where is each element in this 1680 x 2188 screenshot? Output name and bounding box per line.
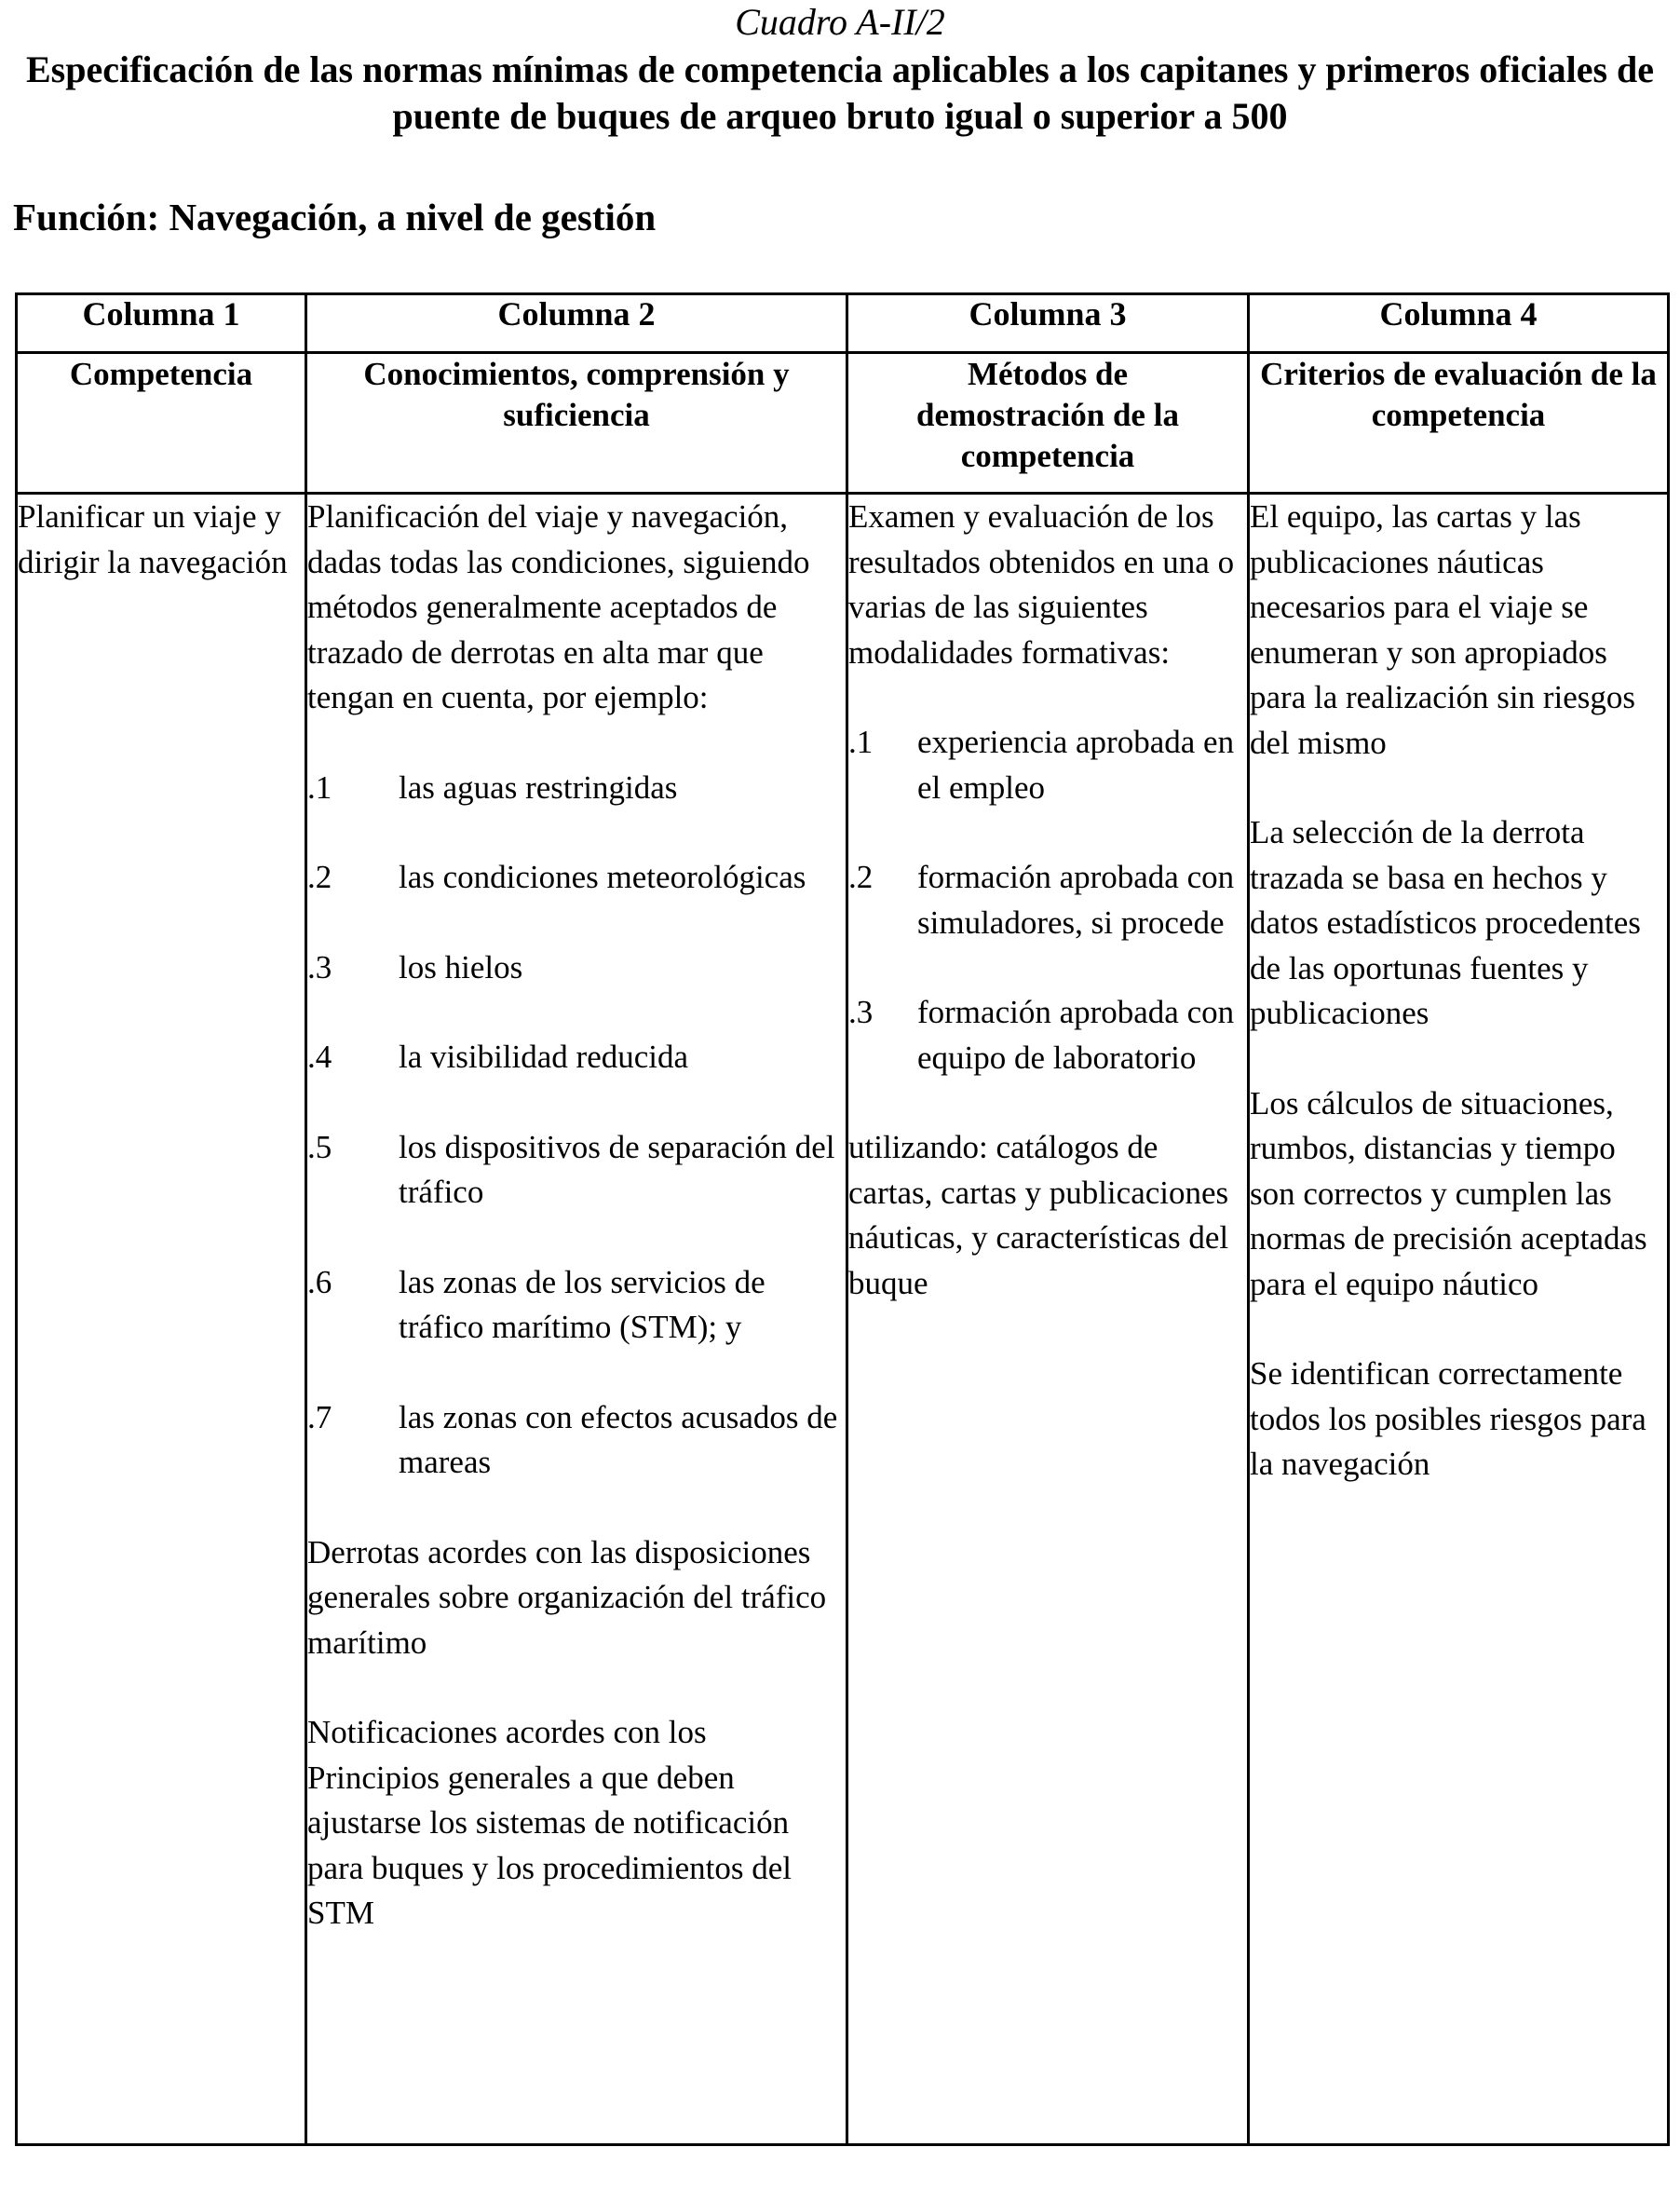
column-title-row	[17, 353, 1669, 494]
list-item	[848, 720, 1247, 810]
item-text: formación aprobada con equipo de laboratorio	[917, 994, 1235, 1076]
list-item	[307, 1035, 846, 1080]
methods-intro: Examen y evaluación de los resultados obtenidos en una o varias de las siguientes modalidades formativas:	[848, 498, 1235, 671]
column-number-1: Columna 1	[17, 294, 306, 353]
knowledge-intro: Planificación del viaje y navegación, dadas todas las condiciones, siguiendo métodos generalmente aceptados de trazado de derrotas en alta mar que tengan en cuenta, por ejemplo:	[307, 498, 810, 715]
item-number: .3	[307, 948, 332, 985]
item-number: .6	[307, 1263, 332, 1300]
competence-table	[15, 292, 1670, 2146]
list-item	[307, 855, 846, 901]
item-text: las zonas de los servicios de tráfico marítimo (STM); y	[399, 1263, 765, 1345]
routes-paragraph: Derrotas acordes con las disposiciones generales sobre organización del tráfico marítimo	[307, 1533, 827, 1661]
item-text: las zonas con efectos acusados de mareas	[399, 1398, 838, 1480]
column-title-competence: Competencia	[17, 353, 306, 494]
function-heading: Función: Navegación, a nivel de gestión	[13, 196, 657, 238]
column-title-knowledge: Conocimientos, comprensión y suficiencia	[306, 353, 847, 494]
list-item	[307, 1395, 846, 1486]
list-item	[848, 855, 1247, 945]
criterion-text: El equipo, las cartas y las publicaciones náuticas necesarios para el viaje se enumeran y son apropiados para la realización sin riesgos del mismo	[1250, 498, 1635, 761]
document-title: Especificación de las normas mínimas de competencia aplicables a los capitanes y primeros oficiales de puente de buques de arqueo bruto igual o superior a 500	[25, 48, 1655, 137]
item-number: .1	[848, 724, 874, 760]
item-text: formación aprobada con simuladores, si procede	[917, 859, 1235, 941]
reports-paragraph: Notificaciones acordes con los Principios generales a que deben ajustarse los sistemas de notificación para buques y los procedimientos del STM	[307, 1714, 793, 1931]
column-number-4: Columna 4	[1249, 294, 1669, 353]
list-item	[307, 766, 846, 811]
cell-knowledge	[306, 494, 847, 2145]
competence-text: Planificar un viaje y dirigir la navegación	[18, 498, 288, 580]
item-number: .2	[848, 859, 874, 895]
table-row	[17, 494, 1669, 2145]
column-title-methods: Métodos de demostración de la competencia	[847, 353, 1249, 494]
item-text: las aguas restringidas	[399, 768, 678, 806]
cell-methods	[847, 494, 1249, 2145]
criterion-text: La selección de la derrota trazada se basa en hechos y datos estadísticos procedentes de las oportunas fuentes y publicaciones	[1250, 814, 1641, 1031]
item-number: .3	[848, 994, 874, 1030]
list-item	[307, 1125, 846, 1216]
column-number-2: Columna 2	[306, 294, 847, 353]
column-number-row	[17, 294, 1669, 353]
item-number: .1	[307, 768, 332, 806]
criterion-text: Los cálculos de situaciones, rumbos, distancias y tiempo son correctos y cumplen las normas de precisión aceptadas para el equipo náutico	[1250, 1084, 1647, 1302]
item-number: .2	[307, 859, 332, 895]
item-text: los dispositivos de separación del tráfico	[399, 1128, 835, 1210]
item-text: las condiciones meteorológicas	[399, 859, 806, 895]
list-item	[307, 1260, 846, 1351]
criterion-text: Se identifican correctamente todos los posibles riesgos para la navegación	[1250, 1355, 1646, 1482]
cell-competence	[17, 494, 306, 2145]
item-text: experiencia aprobada en el empleo	[917, 724, 1235, 806]
column-number-3: Columna 3	[847, 294, 1249, 353]
column-title-criteria: Criterios de evaluación de la competencia	[1249, 353, 1669, 494]
item-number: .4	[307, 1039, 332, 1075]
item-text: la visibilidad reducida	[399, 1039, 689, 1075]
item-number: .5	[307, 1128, 332, 1165]
cell-criteria	[1249, 494, 1669, 2145]
list-item	[307, 945, 846, 991]
item-number: .7	[307, 1398, 332, 1435]
methods-outro: utilizando: catálogos de cartas, cartas y publicaciones náuticas, y características del buque	[848, 1129, 1229, 1301]
table-caption: Cuadro A-II/2	[735, 1, 945, 43]
item-text: los hielos	[399, 948, 523, 985]
list-item	[848, 990, 1247, 1080]
